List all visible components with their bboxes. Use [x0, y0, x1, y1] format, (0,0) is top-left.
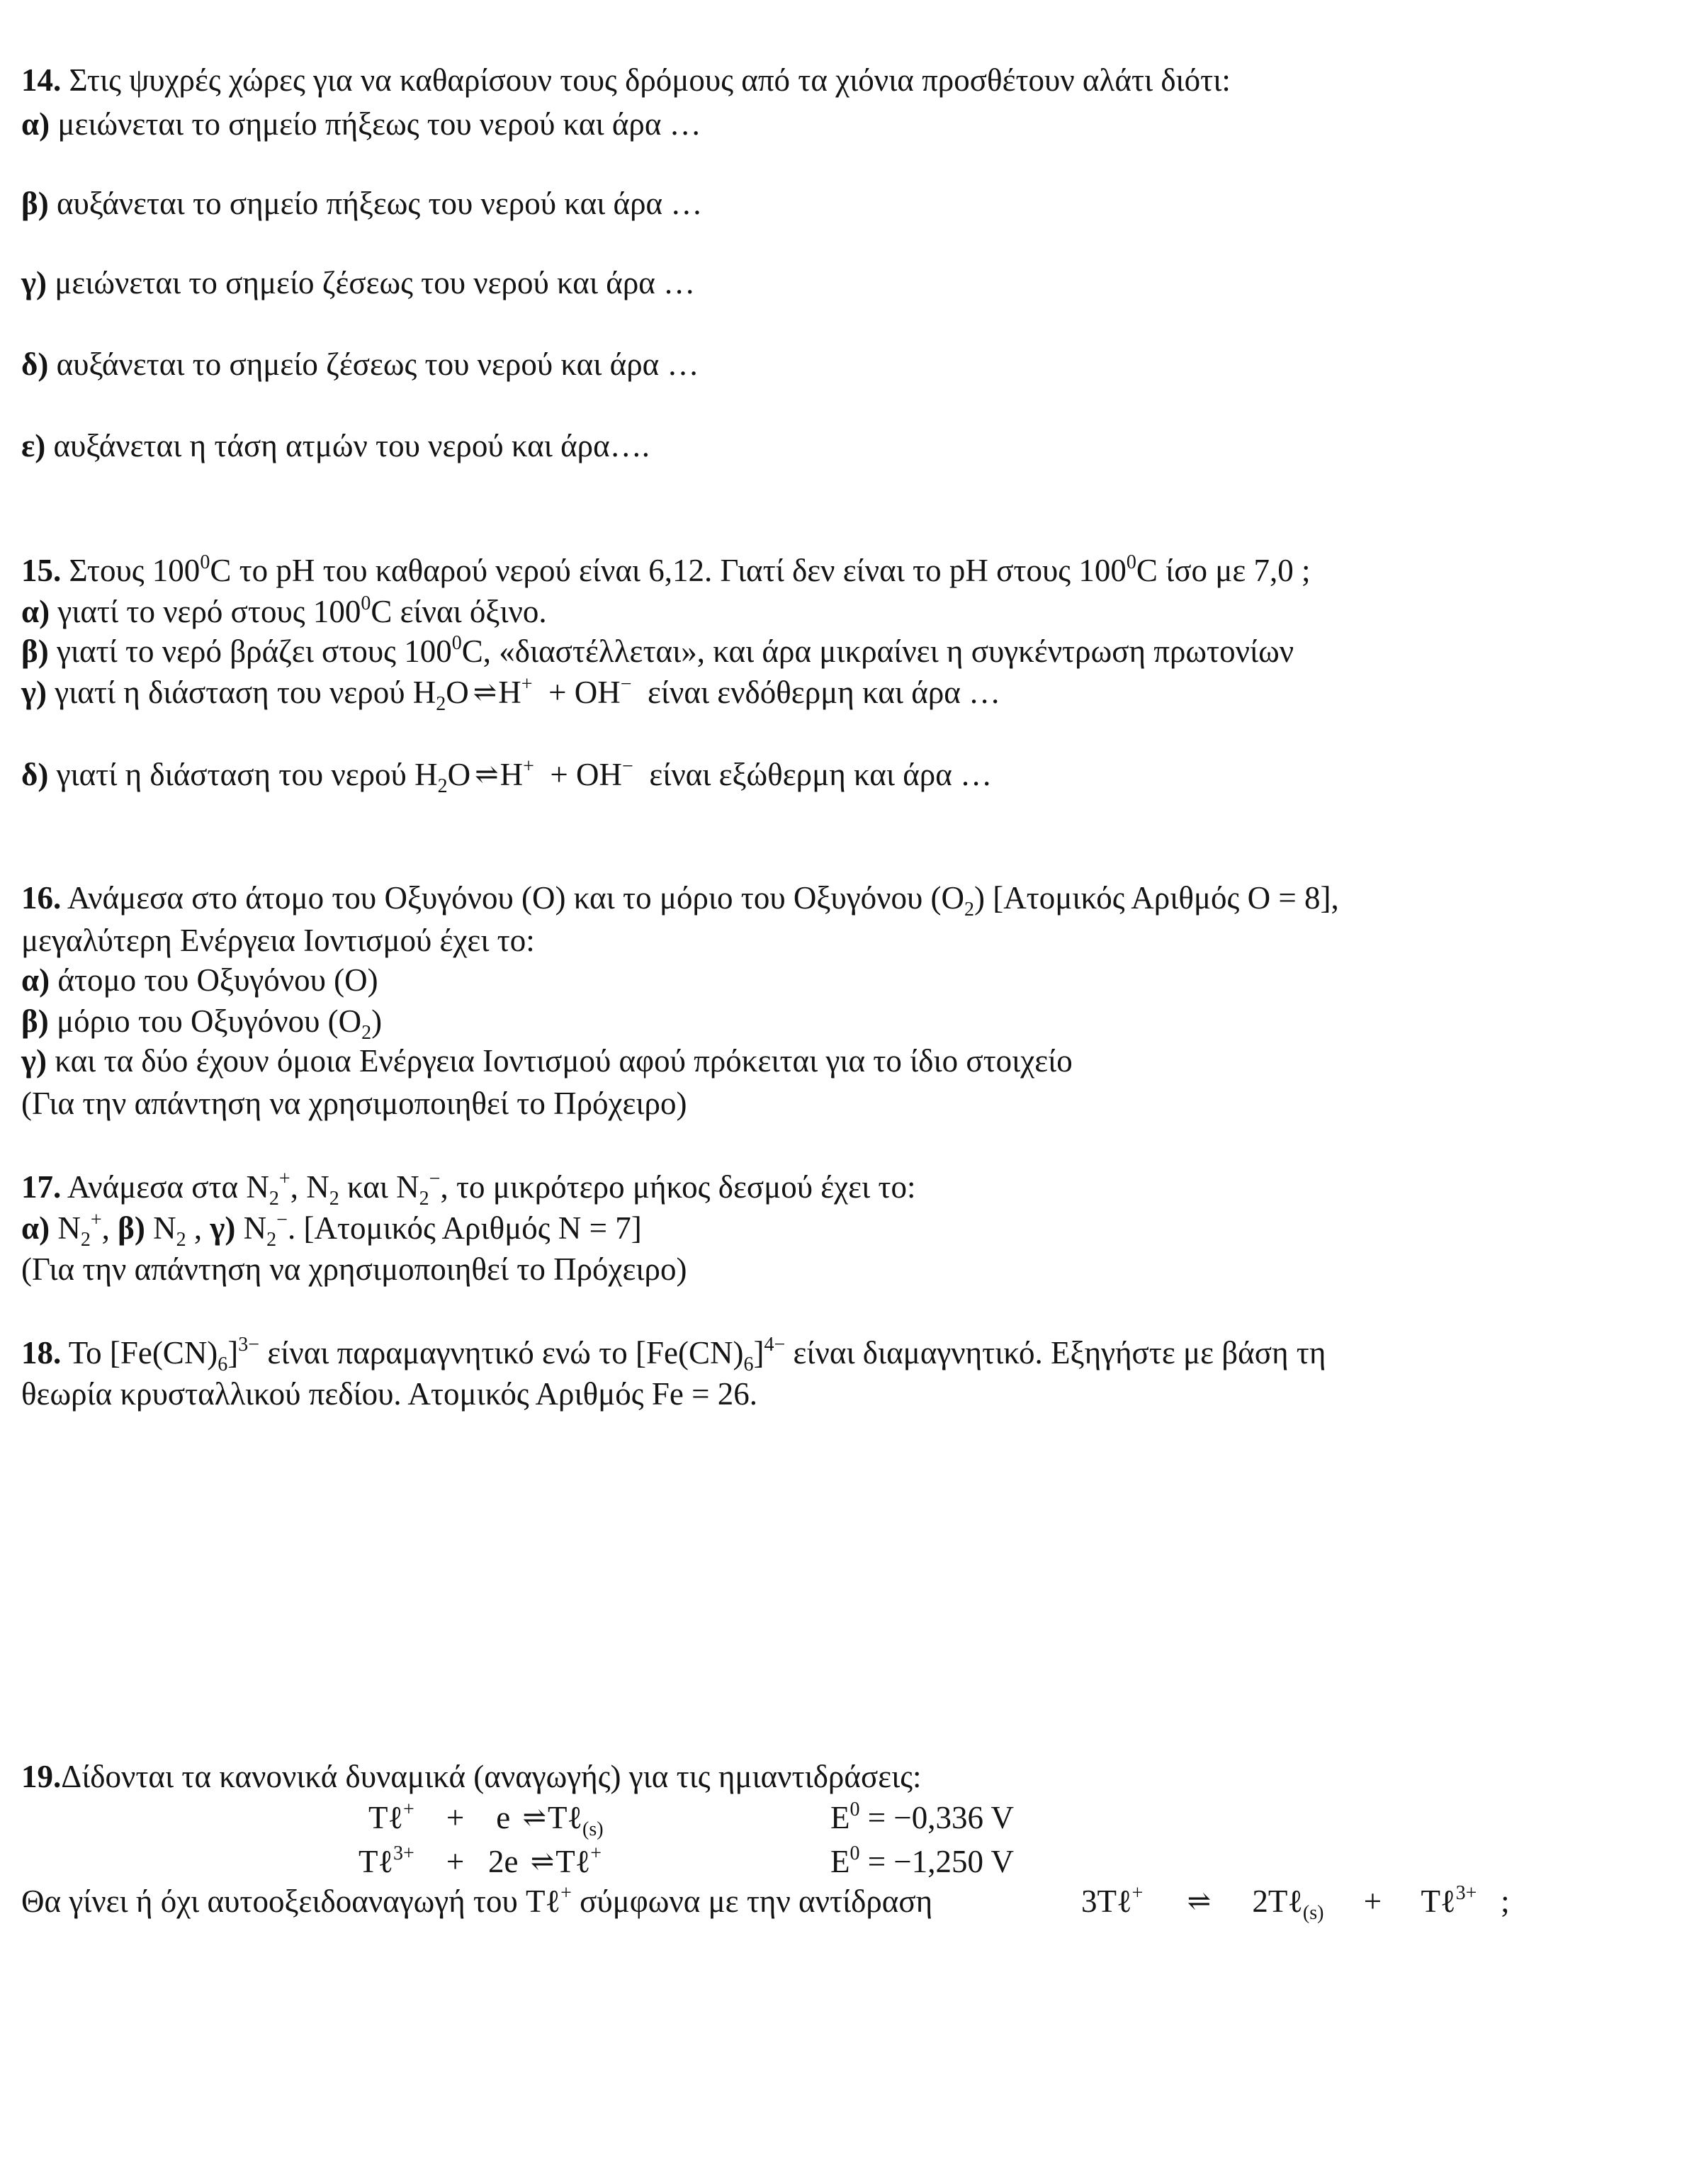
- q16-stem: [21, 877, 1339, 921]
- hydrogen-symbol: H: [498, 675, 521, 710]
- degree-mark: 0: [200, 551, 210, 573]
- nitrogen-symbol: N: [153, 1210, 176, 1246]
- q14-option-d: [21, 344, 699, 385]
- subscript: 2: [266, 1229, 277, 1251]
- q17-tail: . [Ατομικός Αριθμός Ν = 7]: [287, 1210, 642, 1246]
- superscript: +: [278, 1168, 290, 1190]
- half-reaction-1: [368, 1797, 604, 1840]
- subscript: 2: [419, 1188, 429, 1210]
- q17-stem-d: , το μικρότερο μήκος δεσμού έχει το:: [440, 1169, 916, 1205]
- q15-option-d-text-2: είναι εξώθερμη και άρα …: [649, 757, 993, 792]
- q18-text-b: είναι παραμαγνητικό ενώ το [Fe(CN): [259, 1335, 744, 1370]
- superscript: +: [521, 673, 533, 695]
- q17-option-c-label: γ): [210, 1210, 236, 1246]
- q18-text-a: Το [Fe(CN): [68, 1335, 218, 1370]
- q16-option-b-label: β): [21, 1003, 49, 1039]
- superscript: +: [523, 755, 534, 777]
- q19-number: 19.: [21, 1759, 62, 1794]
- plus-sign: +: [446, 1800, 465, 1835]
- q19-question-text: Θα γίνει ή όχι αυτοοξειδοαναγωγή του Tℓ: [21, 1884, 561, 1919]
- potential-1-value: = −0,336 V: [867, 1800, 1014, 1835]
- q17-stem-a: Ανάμεσα στα N: [67, 1169, 269, 1205]
- q18-line2: θεωρία κρυσταλλικού πεδίου. Ατομικός Αριθμός Fe = 26.: [21, 1376, 757, 1412]
- q17-option-a-label: α): [21, 1210, 50, 1246]
- subscript: 2: [329, 1188, 339, 1210]
- thallium-symbol: Tℓ: [547, 1800, 583, 1835]
- q17-option-b-label: β): [118, 1210, 145, 1246]
- q15-stem-b: C το pH του καθαρού νερού είναι 6,12. Γιατί δεν είναι το pH στους 100: [210, 553, 1127, 588]
- q16-option-a-text: άτομο του Οξυγόνου (Ο): [57, 962, 378, 998]
- q19-question-text-2: σύμφωνα με την αντίδραση: [571, 1884, 933, 1919]
- q15-option-b-label: β): [21, 634, 49, 669]
- degree-mark: 0: [451, 632, 462, 654]
- q16-stem-line2: μεγαλύτερη Ενέργεια Ιοντισμού έχει το:: [21, 923, 535, 958]
- subscript: 2: [176, 1229, 186, 1251]
- q16-option-b-text: μόριο του Οξυγόνου (Ο: [56, 1003, 362, 1039]
- subscript: 2: [964, 899, 974, 921]
- q14-option-d-label: δ): [21, 347, 49, 382]
- thallium-symbol: Tℓ: [1097, 1884, 1132, 1919]
- subscript: (s): [582, 1818, 604, 1840]
- thallium-symbol: Tℓ: [1421, 1884, 1456, 1919]
- q15-option-a-label: α): [21, 594, 50, 629]
- q16-number: 16.: [21, 880, 62, 916]
- q14-option-c: [21, 262, 695, 303]
- subscript: 2: [80, 1229, 91, 1251]
- q15-option-b-text-2: C, «διαστέλλεται», και άρα μικραίνει η συγκέντρωση πρωτονίων: [461, 634, 1294, 669]
- subscript: 2: [436, 693, 446, 715]
- q16-option-b-text-2: ): [371, 1003, 383, 1039]
- q18-bracket: ]: [227, 1335, 239, 1370]
- superscript: 0: [850, 1799, 860, 1820]
- q16-option-c-label: γ): [21, 1043, 47, 1079]
- subscript: 2: [361, 1022, 372, 1044]
- nitrogen-symbol: N: [243, 1210, 267, 1246]
- equilibrium-arrow-icon: ⇌: [530, 1845, 552, 1877]
- equilibrium-arrow-icon: ⇌: [473, 676, 495, 708]
- nitrogen-symbol: N: [57, 1210, 81, 1246]
- oxygen-symbol: O: [447, 757, 471, 792]
- q14-option-a: [21, 103, 701, 145]
- q14-stem: [21, 60, 1231, 101]
- q14-option-b-text: αυξάνεται το σημείο πήξεως του νερού και άρα …: [56, 186, 703, 221]
- q15-option-c-text: γιατί η διάσταση του νερού H: [55, 675, 436, 710]
- q18-text-c: είναι διαμαγνητικό. Εξηγήστε με βάση τη: [785, 1335, 1326, 1370]
- potential-2-value: = −1,250 V: [867, 1844, 1014, 1879]
- subscript: 6: [218, 1353, 228, 1375]
- q14-option-b: [21, 183, 702, 224]
- electron-symbol: e: [496, 1800, 511, 1835]
- half-reaction-2: [359, 1841, 602, 1884]
- superscript: +: [90, 1209, 102, 1231]
- thallium-symbol: Tℓ: [555, 1844, 591, 1879]
- q15-option-d-label: δ): [21, 757, 49, 792]
- equilibrium-arrow-icon: ⇌: [1187, 1885, 1209, 1917]
- superscript: 3+: [393, 1842, 414, 1864]
- q16-stem-a: Ανάμεσα στο άτομο του Οξυγόνου (Ο) και το μόριο του Οξυγόνου (Ο: [67, 880, 964, 916]
- superscript: +: [590, 1842, 602, 1864]
- q14-option-a-label: α): [21, 106, 50, 142]
- q17-stem-b: , N: [290, 1169, 329, 1205]
- subscript: 2: [269, 1188, 279, 1210]
- superscript: −: [622, 755, 633, 777]
- q15-option-b-text: γιατί το νερό βράζει στους 100: [56, 634, 452, 669]
- q15-option-a: [21, 591, 547, 632]
- q17-options: α) $N_2^+$, β) $N_2$ , γ) $N_2^-$. [Ατομικός Αριθμός Ν = 7]: [21, 1209, 642, 1251]
- superscript: 0: [850, 1842, 860, 1864]
- superscript: +: [560, 1882, 572, 1904]
- q16-option-a: [21, 959, 378, 1001]
- q15-option-a-text-2: C είναι όξινο.: [371, 594, 547, 629]
- superscript: −: [620, 673, 632, 695]
- q14-option-b-label: β): [21, 186, 49, 221]
- degree-mark: 0: [1126, 551, 1136, 573]
- q19-stem: [21, 1756, 922, 1797]
- hydroxide-symbol: + OH: [548, 675, 621, 710]
- superscript: 3−: [238, 1334, 260, 1356]
- q14-number: 14.: [21, 62, 62, 98]
- potential-2: [830, 1841, 1014, 1882]
- q15-option-c: [21, 672, 1000, 714]
- q17-number: 17.: [21, 1169, 62, 1205]
- q16-option-b: [21, 1001, 382, 1042]
- thallium-symbol: Tℓ: [368, 1800, 404, 1835]
- superscript: +: [1131, 1882, 1144, 1904]
- potential-1: [830, 1797, 1014, 1838]
- q15-option-d-text: γιατί η διάσταση του νερού H: [56, 757, 438, 792]
- coefficient: 2: [1252, 1884, 1268, 1919]
- hydroxide-symbol: + OH: [550, 757, 623, 792]
- q16-option-c: [21, 1040, 1073, 1081]
- q14-stem-text: Στις ψυχρές χώρες για να καθαρίσουν τους δρόμους από τα χιόνια προσθέτουν αλάτι διότι:: [69, 62, 1231, 98]
- q16-option-c-text: και τα δύο έχουν όμοια Ενέργεια Ιοντισμού αφού πρόκειται για το ίδιο στοιχείο: [55, 1043, 1073, 1079]
- subscript: 6: [743, 1353, 754, 1375]
- q19-question: [21, 1881, 932, 1922]
- q14-option-d-text: αυξάνεται το σημείο ζέσεως του νερού και άρα …: [56, 347, 699, 382]
- q14-option-e: [21, 425, 650, 466]
- electron-symbol: 2e: [487, 1844, 519, 1879]
- q16-stem-b: ) [Ατομικός Αριθμός Ο = 8],: [973, 880, 1339, 916]
- equilibrium-arrow-icon: ⇌: [522, 1801, 543, 1833]
- q16-option-a-label: α): [21, 962, 50, 998]
- q15-number: 15.: [21, 553, 62, 588]
- coefficient: 3: [1081, 1884, 1097, 1919]
- potential-symbol: E: [830, 1844, 850, 1879]
- superscript: 4−: [764, 1334, 786, 1356]
- q17-stem: [21, 1166, 915, 1208]
- thallium-symbol: Tℓ: [1268, 1884, 1303, 1919]
- q16-note: (Για την απάντηση να χρησιμοποιηθεί το Πρόχειρο): [21, 1086, 687, 1121]
- hydrogen-symbol: H: [499, 757, 524, 792]
- q18-number: 18.: [21, 1335, 62, 1370]
- q14-option-c-text: μειώνεται το σημείο ζέσεως του νερού και άρα …: [55, 265, 696, 300]
- subscript: 2: [437, 775, 448, 797]
- superscript: +: [403, 1799, 414, 1820]
- q18-stem: [21, 1332, 1326, 1373]
- q18-bracket: ]: [753, 1335, 764, 1370]
- equilibrium-arrow-icon: ⇌: [475, 758, 496, 790]
- q17-note: (Για την απάντηση να χρησιμοποιηθεί το Πρόχειρο): [21, 1251, 687, 1287]
- plus-sign: +: [446, 1844, 465, 1879]
- q15-stem-a: Στους 100: [69, 553, 201, 588]
- q15-stem: [21, 550, 1310, 591]
- superscript: −: [276, 1209, 288, 1231]
- superscript: 3+: [1455, 1882, 1477, 1904]
- degree-mark: 0: [361, 592, 371, 614]
- q17-stem-c: και N: [339, 1169, 419, 1205]
- q14-option-c-label: γ): [21, 265, 47, 300]
- q15-option-c-text-2: είναι ενδόθερμη και άρα …: [648, 675, 1001, 710]
- q15-option-d: [21, 754, 992, 797]
- q14-option-e-text: αυξάνεται η τάση ατμών του νερού και άρα….: [53, 428, 650, 463]
- question-mark: ;: [1501, 1884, 1510, 1919]
- superscript: −: [429, 1168, 441, 1190]
- plus-sign: +: [1363, 1884, 1382, 1919]
- overall-reaction: [1081, 1881, 1510, 1923]
- subscript: (s): [1302, 1902, 1324, 1924]
- potential-symbol: E: [830, 1800, 850, 1835]
- q15-option-a-text: γιατί το νερό στους 100: [57, 594, 361, 629]
- q19-stem-text: Δίδονται τα κανονικά δυναμικά (αναγωγής) για τις ημιαντιδράσεις:: [61, 1759, 922, 1794]
- q14-option-a-text: μειώνεται το σημείο πήξεως του νερού και άρα …: [57, 106, 701, 142]
- q15-option-b: [21, 631, 1294, 672]
- oxygen-symbol: O: [446, 675, 469, 710]
- q15-option-c-label: γ): [21, 675, 47, 710]
- thallium-symbol: Tℓ: [359, 1844, 394, 1879]
- q14-option-e-label: ε): [21, 428, 46, 463]
- q15-stem-c: C ίσο με 7,0 ;: [1136, 553, 1311, 588]
